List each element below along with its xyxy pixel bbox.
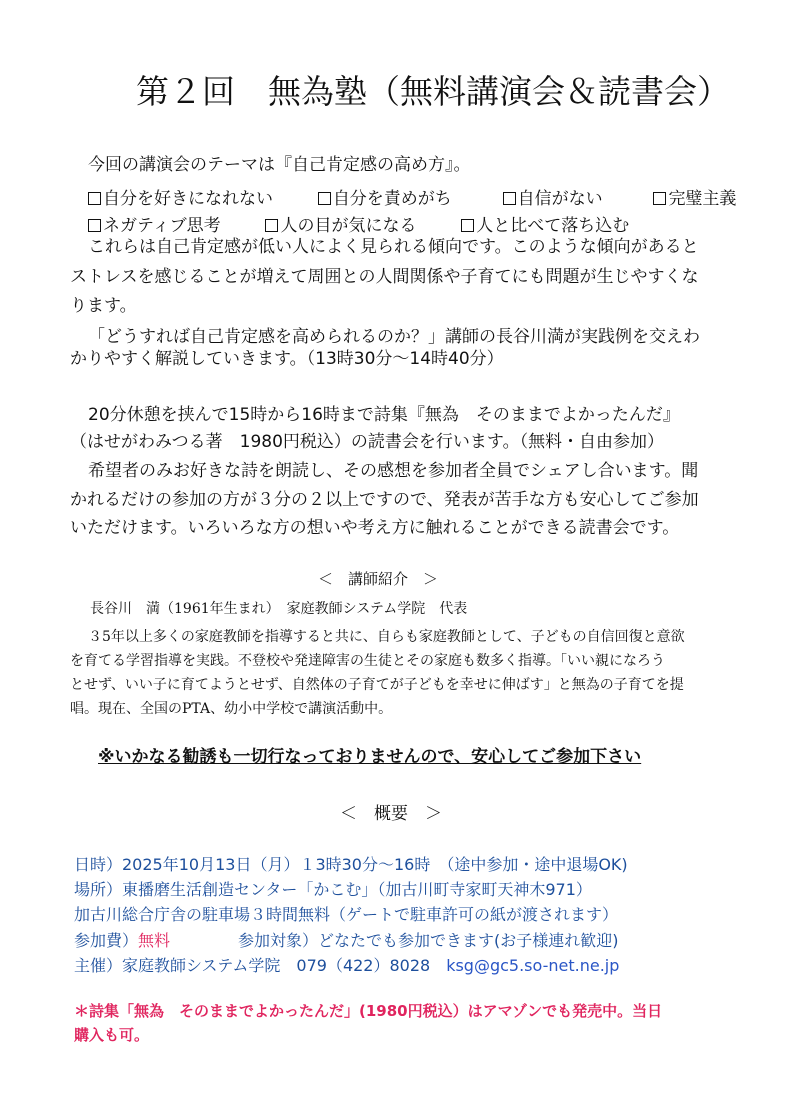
checkbox-icon: [265, 219, 278, 232]
no-solicitation-notice: ※いかなる勧誘も一切行なっておりませんので、安心してご参加下さい: [98, 747, 642, 767]
para1-line3: ります。: [70, 296, 137, 316]
checkbox-item: 完璧主義: [653, 189, 736, 209]
intro-text: 今回の講演会のテーマは『自己肯定感の高め方』。: [88, 155, 471, 175]
checkbox-item: 人と比べて落ち込む: [461, 216, 629, 236]
lecturer-bio-line2: を育てる学習指導を実践。不登校や発達障害の生徒とその家庭も数多く指導。「いい親になろう: [70, 653, 665, 669]
checkbox-icon: [461, 219, 474, 232]
lecturer-bio-line1: ３5年以上多くの家庭教師を指導すると共に、自らも家庭教師として、子どもの自信回復と意欲: [88, 629, 685, 645]
checkbox-icon: [653, 192, 666, 205]
checkbox-item: ネガティブ思考: [88, 216, 221, 236]
footer-note-line2: 購入も可。: [74, 1026, 150, 1044]
lecturer-name-line: 長谷川 満（1961年生まれ） 家庭教師システム学院 代表: [90, 601, 468, 617]
lecturer-bio-line4: 唱。現在、全国のPTA、幼小中学校で講演活動中。: [70, 701, 393, 717]
checkbox-icon: [88, 219, 101, 232]
page-title: 第２回 無為塾（無料講演会＆読書会）: [136, 72, 730, 111]
lecturer-heading: ＜ 講師紹介 ＞: [318, 570, 439, 588]
overview-heading: ＜ 概要 ＞: [340, 804, 442, 824]
para3-line2: （はせがわみつる著 1980円税込）の読書会を行います。（無料・自由参加）: [70, 432, 665, 452]
para1-line1: これらは自己肯定感が低い人によく見られる傾向です。このような傾向があると: [88, 237, 699, 257]
footer-note-line1: ＊詩集「無為 そのままでよかったんだ」(1980円税込）はアマゾンでも発売中。当日: [74, 1002, 663, 1020]
checkbox-item: 自分を責めがち: [318, 189, 452, 209]
para4-line2: かれるだけの参加の方が３分の２以上ですので、発表が苦手な方も安心してご参加: [70, 490, 699, 510]
para1-line2: ストレスを感じることが増えて周囲との人間関係や子育てにも問題が生じやすくな: [70, 267, 699, 287]
fee-label: 参加費）: [74, 931, 139, 950]
checkbox-item: 自信がない: [503, 189, 603, 209]
contact-email-link[interactable]: ksg@gc5.so-net.ne.jp: [446, 956, 620, 975]
organizer-text: 主催）家庭教師システム学院 079（422）8028: [74, 956, 431, 975]
fee-value: 無料: [138, 931, 171, 950]
event-place: 場所）東播磨生活創造センター「かこむ」（加古川町寺家町天神木971）: [74, 880, 592, 899]
checkbox-icon: [503, 192, 516, 205]
para2-line2: かりやすく解説していきます。（13時30分～14時40分）: [70, 349, 504, 369]
checkbox-icon: [88, 192, 101, 205]
para4-line1: 希望者のみお好きな詩を朗読し、その感想を参加者全員でシェアし合います。聞: [88, 461, 699, 481]
checklist-row-1: [88, 184, 736, 209]
event-target: 参加対象）どなたでも参加できます(お子様連れ歓迎): [238, 931, 619, 950]
lecturer-bio-line3: とせず、いい子に育てようとせず、自然体の子育てが子どもを幸せに伸ばす」と無為の子育てを提: [70, 677, 684, 693]
checkbox-icon: [318, 192, 331, 205]
para2-line1: 「どうすれば自己肯定感を高められるのか？」講師の長谷川満が実践例を交えわ: [88, 327, 700, 347]
para3-line1: 20分休憩を挟んで15時から16時まで詩集『無為 そのままでよかったんだ』: [88, 405, 680, 425]
event-fee: [74, 928, 170, 951]
event-organizer: [74, 953, 619, 976]
para4-line3: いただけます。いろいろな方の想いや考え方に触れることができる読書会です。: [70, 518, 680, 538]
checkbox-item: 人の目が気になる: [265, 216, 416, 236]
checkbox-item: 自分を好きになれない: [88, 189, 273, 209]
event-datetime: 日時）2025年10月13日（月）１3時30分～16時 （途中参加・途中退場OK): [74, 855, 628, 874]
event-parking: 加古川総合庁舎の駐車場３時間無料（ゲートで駐車許可の紙が渡されます）: [74, 905, 619, 924]
